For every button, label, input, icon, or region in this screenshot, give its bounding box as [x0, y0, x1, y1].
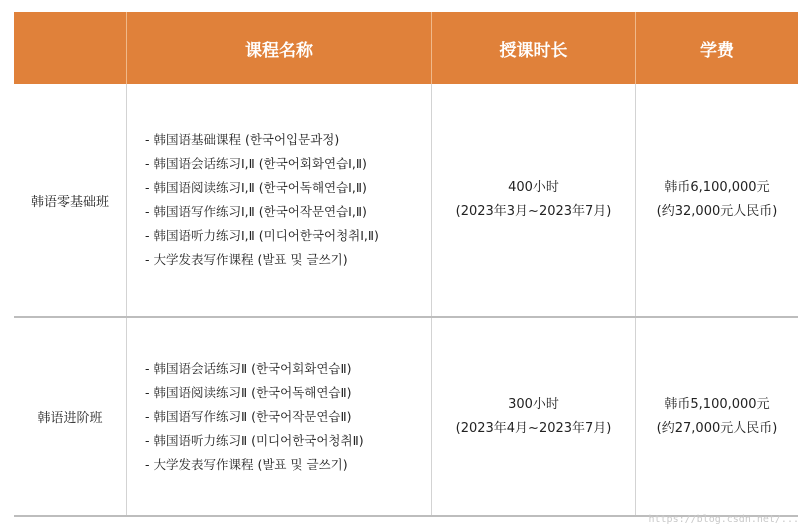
course-table	[14, 12, 798, 517]
course-list-cell	[127, 318, 432, 515]
course-item: - 韩国语基础课程 (한국어입문과정)	[145, 132, 340, 147]
class-name-cell: 韩语进阶班	[14, 318, 127, 515]
duration-period: (2023年3月~2023年7月)	[455, 204, 612, 219]
table-row	[14, 84, 798, 318]
header-cell-duration: 授课时长	[432, 12, 636, 84]
course-item: - 大学发表写作课程 (발표 및 글쓰기)	[145, 252, 348, 267]
fee-cny: (约27,000元人民币)	[656, 420, 778, 436]
watermark: https://blog.csdn.net/...	[648, 514, 799, 525]
duration-hours: 300小时	[508, 396, 559, 412]
fee-cell	[636, 318, 798, 515]
header-cell-course-name: 课程名称	[127, 12, 432, 84]
header-cell-class	[14, 12, 127, 84]
course-item: - 韩国语阅读练习Ⅰ,Ⅱ (한국어독해연습Ⅰ,Ⅱ)	[145, 180, 367, 195]
header-cell-fee: 学费	[700, 40, 734, 61]
fee-cny: (约32,000元人民币)	[656, 204, 778, 219]
course-item: - 韩国语听力练习Ⅰ,Ⅱ (미디어한국어청취Ⅰ,Ⅱ)	[145, 228, 379, 243]
table-row	[14, 318, 798, 517]
course-item: - 韩国语会话练习Ⅰ,Ⅱ (한국어회화연습Ⅰ,Ⅱ)	[145, 156, 367, 171]
duration-period: (2023年4月~2023年7月)	[455, 420, 612, 436]
course-item: - 韩国语阅读练习Ⅱ (한국어독해연습Ⅱ)	[145, 384, 352, 400]
course-item: - 韩国语听力练习Ⅱ (미디어한국어청취Ⅱ)	[145, 432, 364, 448]
fee-krw: 韩币6,100,000元	[664, 180, 770, 195]
table-header-row	[14, 12, 798, 84]
fee-cell	[636, 84, 798, 316]
class-name-cell: 韩语零基础班	[14, 84, 127, 316]
fee-krw: 韩币5,100,000元	[664, 396, 770, 412]
duration-cell	[432, 318, 636, 515]
course-list-cell	[127, 84, 432, 316]
course-item: - 大学发表写作课程 (발표 및 글쓰기)	[145, 456, 348, 472]
duration-cell	[432, 84, 636, 316]
course-item: - 韩国语写作练习Ⅰ,Ⅱ (한국어작문연습Ⅰ,Ⅱ)	[145, 204, 367, 219]
course-item: - 韩国语写作练习Ⅱ (한국어작문연습Ⅱ)	[145, 408, 352, 424]
course-item: - 韩国语会话练习Ⅱ (한국어회화연습Ⅱ)	[145, 360, 352, 376]
duration-hours: 400小时	[508, 180, 559, 195]
